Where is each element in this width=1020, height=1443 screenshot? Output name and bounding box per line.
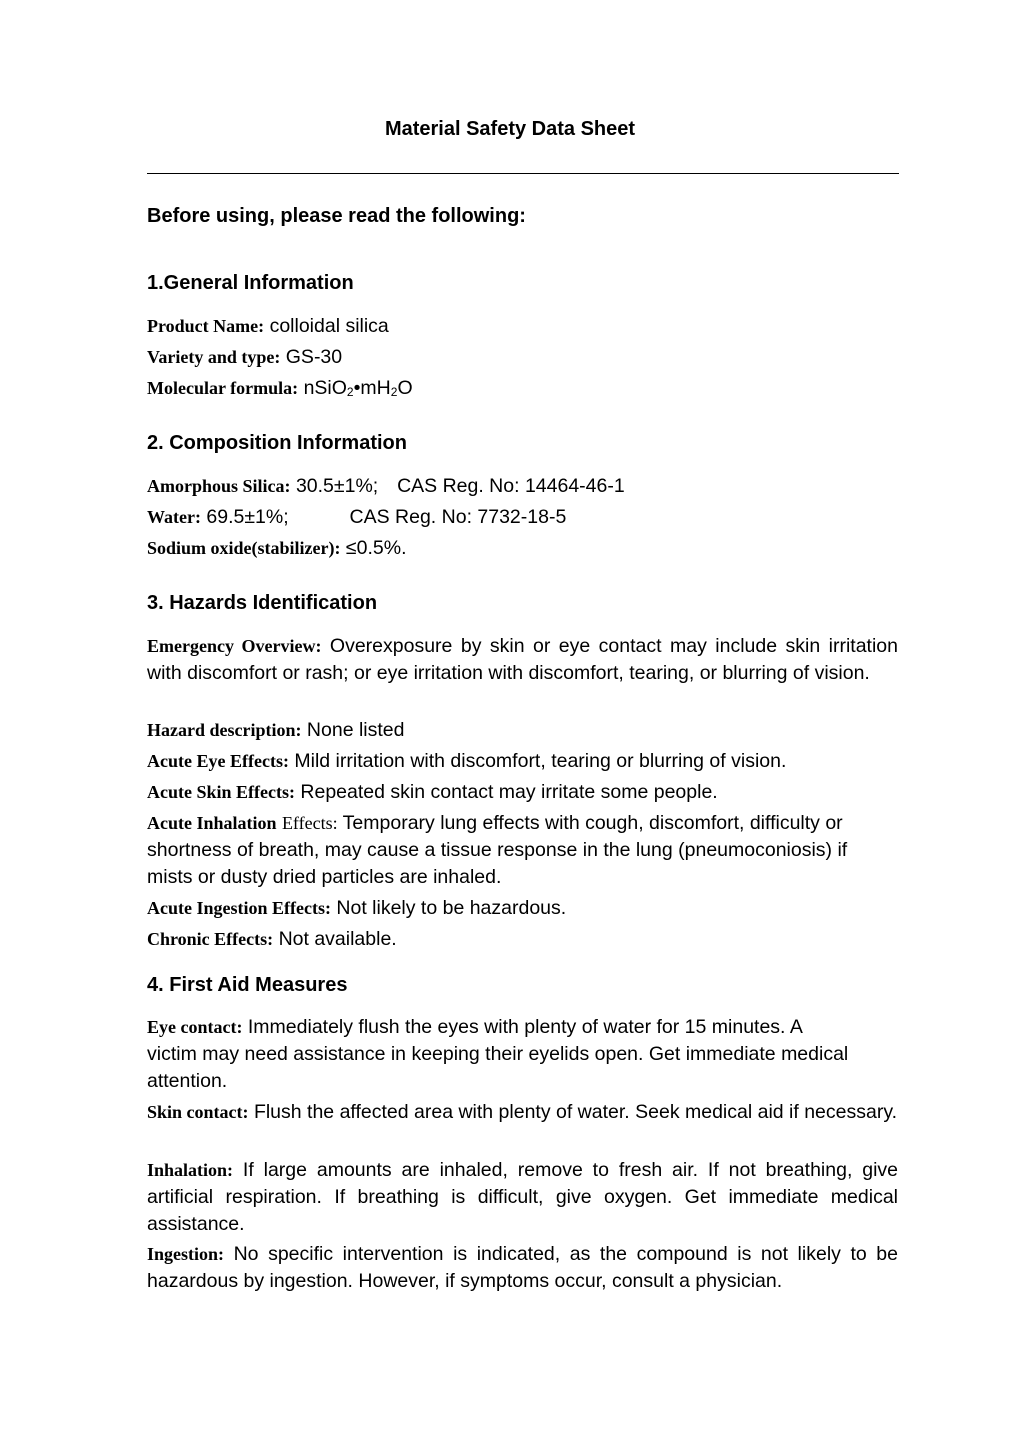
inhalation bbox=[147, 1157, 898, 1238]
water-label: Water: bbox=[147, 507, 201, 527]
skin-contact-text: Flush the affected area with plenty of water. Seek medical aid if necessary. bbox=[253, 1101, 898, 1123]
acute-ingestion-label: Acute Ingestion Effects: bbox=[147, 898, 331, 918]
silica-value: 30.5±1%; bbox=[295, 475, 379, 497]
eye-contact-text-1: Immediately flush the eyes with plenty of water for 15 minutes. A bbox=[247, 1016, 803, 1038]
section-3-heading: 3. Hazards Identification bbox=[147, 592, 378, 614]
inhalation-label: Inhalation: bbox=[147, 1160, 234, 1180]
chronic-effects bbox=[147, 926, 397, 953]
sodium-value: ≤0.5%. bbox=[345, 537, 407, 559]
inhalation-text: If large amounts are inhaled, remove to fresh air. If not breathing, give artificial respiration. If breathing is difficult, give oxygen. Get immediate medical assistance. bbox=[147, 1159, 899, 1235]
acute-inhalation-text: Temporary lung effects with cough, discomfort, difficulty or shortness of breath, may cause a tissue response in the lung (pneumoconiosis) if mists or dusty dried particles are inhaled. bbox=[147, 812, 848, 888]
chronic-effects-text: Not available. bbox=[278, 928, 397, 950]
acute-inhalation-label: Acute Inhalation bbox=[147, 813, 277, 833]
silica-label: Amorphous Silica: bbox=[147, 476, 291, 496]
water-value: 69.5±1%; bbox=[206, 506, 289, 528]
product-name-value: colloidal silica bbox=[269, 315, 389, 337]
eye-contact-label: Eye contact: bbox=[147, 1017, 243, 1037]
skin-contact bbox=[147, 1099, 898, 1126]
sodium-line bbox=[147, 535, 407, 562]
variety-value: GS-30 bbox=[285, 346, 343, 368]
water-line bbox=[147, 504, 566, 531]
hazard-description-label: Hazard description: bbox=[147, 720, 302, 740]
formula-sub-2: 2 bbox=[390, 385, 398, 399]
emergency-overview bbox=[147, 633, 898, 687]
intro-heading: Before using, please read the following: bbox=[147, 205, 526, 227]
acute-eye-effects bbox=[147, 748, 786, 775]
section-1-heading: 1.General Information bbox=[147, 272, 354, 294]
variety-line bbox=[147, 344, 342, 371]
eye-contact-line-1 bbox=[147, 1014, 803, 1041]
acute-skin-effects bbox=[147, 779, 718, 806]
ingestion-label: Ingestion: bbox=[147, 1244, 225, 1264]
hazard-description-text: None listed bbox=[306, 719, 405, 741]
acute-skin-text: Repeated skin contact may irritate some people. bbox=[300, 781, 718, 803]
hazard-description bbox=[147, 717, 404, 744]
silica-cas: CAS Reg. No: 14464-46-1 bbox=[397, 475, 625, 497]
acute-ingestion-effects bbox=[147, 895, 566, 922]
document-title: Material Safety Data Sheet bbox=[384, 118, 636, 140]
acute-skin-label: Acute Skin Effects: bbox=[147, 782, 295, 802]
water-cas: CAS Reg. No: 7732-18-5 bbox=[349, 506, 567, 528]
product-name-label: Product Name: bbox=[147, 316, 265, 336]
chronic-effects-label: Chronic Effects: bbox=[147, 929, 274, 949]
eye-contact-text-3: attention. bbox=[147, 1070, 228, 1092]
emergency-overview-text: Overexposure by skin or eye contact may include skin irritation with discomfort or rash; or eye irritation with discomfort, tearing, or blurring of vision. bbox=[147, 635, 898, 684]
formula-part-c: O bbox=[397, 377, 413, 399]
ingestion bbox=[147, 1241, 898, 1295]
variety-label: Variety and type: bbox=[147, 347, 281, 367]
sodium-label: Sodium oxide(stabilizer): bbox=[147, 538, 341, 558]
formula-part-b: •mH bbox=[353, 377, 391, 399]
acute-inhalation-label-2: Effects: bbox=[281, 813, 338, 833]
acute-ingestion-text: Not likely to be hazardous. bbox=[336, 897, 567, 919]
acute-eye-label: Acute Eye Effects: bbox=[147, 751, 289, 771]
acute-inhalation-effects bbox=[147, 810, 898, 891]
eye-contact-text-2: victim may need assistance in keeping their eyelids open. Get immediate medical bbox=[147, 1043, 849, 1065]
formula-value bbox=[304, 377, 413, 399]
silica-line bbox=[147, 473, 625, 500]
formula-sub-1: 2 bbox=[346, 385, 354, 399]
product-name-line bbox=[147, 313, 389, 340]
formula-part-a: nSiO bbox=[303, 377, 347, 399]
formula-line bbox=[147, 375, 413, 402]
section-4-heading: 4. First Aid Measures bbox=[147, 974, 348, 996]
section-2-heading: 2. Composition Information bbox=[147, 432, 407, 454]
skin-contact-label: Skin contact: bbox=[147, 1102, 249, 1122]
acute-eye-text: Mild irritation with discomfort, tearing or blurring of vision. bbox=[294, 750, 787, 772]
title-divider bbox=[147, 173, 899, 174]
formula-label: Molecular formula: bbox=[147, 378, 299, 398]
ingestion-text: No specific intervention is indicated, as the compound is not likely to be hazardous by ingestion. However, if symptoms occur, consult a physician. bbox=[147, 1243, 898, 1292]
emergency-overview-label: Emergency Overview: bbox=[147, 636, 322, 656]
